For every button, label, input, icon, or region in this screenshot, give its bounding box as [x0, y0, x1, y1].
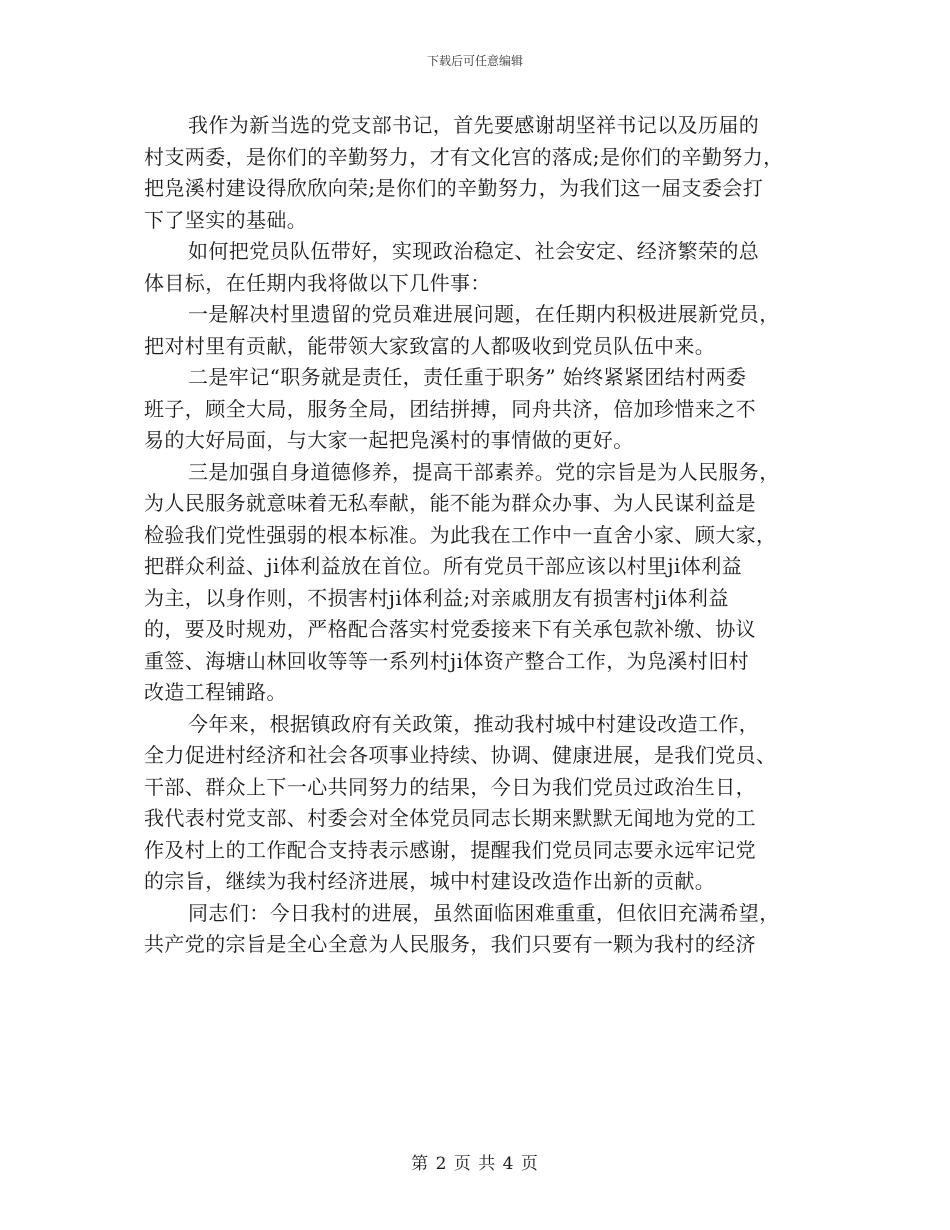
- text-line: 我代表村党支部、村委会对全体党员同志长期来默默无闻地为党的工: [144, 806, 756, 830]
- header-note: 下载后可任意编辑: [426, 54, 523, 68]
- paragraph: [144, 709, 820, 898]
- document-body: [144, 110, 820, 961]
- text-line: 为主，以身作则，不损害村ji体利益;对亲戚朋友有损害村ji体利益: [144, 585, 729, 610]
- paragraph: [144, 457, 820, 709]
- text-line: 为人民服务就意味着无私奉献，能不能为群众办事、为人民谋利益是: [144, 491, 756, 515]
- text-line: 同志们：今日我村的进展，虽然面临困难重重，但依旧充满希望，: [188, 900, 780, 925]
- text-line: 如何把党员队伍带好，实现政治稳定、社会安定、经济繁荣的总: [188, 239, 760, 263]
- text-line: 干部、群众上下一心共同努力的结果，今日为我们党员过政治生日，: [144, 774, 756, 799]
- text-line: 一是解决村里遗留的党员难进展问题，在任期内积极进展新党员，: [188, 302, 780, 326]
- text-line: 易的大好局面，与大家一起把凫溪村的事情做的更好。: [144, 428, 634, 452]
- text-line: 把凫溪村建设得欣欣向荣;是你们的辛勤努力，为我们这一届支委会打: [144, 176, 764, 200]
- text-line: 共产党的宗旨是全心全意为人民服务，我们只要有一颗为我村的经济: [144, 932, 756, 956]
- text-line: 班子，顾全大局，服务全局，团结拼搏，同舟共济，倍加珍惜来之不: [144, 396, 756, 421]
- text-line: 改造工程铺路。: [144, 680, 287, 704]
- text-line: 村支两委，是你们的辛勤努力，才有文化宫的落成;是你们的辛勤努力，: [144, 144, 784, 169]
- text-line: 下了坚实的基础。: [144, 207, 308, 232]
- text-line: 把群众利益、ji体利益放在首位。所有党员干部应该以村里ji体利益: [144, 554, 742, 578]
- text-line: 的，要及时规劝，严格配合落实村党委接来下有关承包款补缴、协议: [144, 617, 756, 641]
- text-line: 重签、海塘山林回收等等一系列村ji体资产整合工作，为凫溪村旧村: [144, 648, 749, 673]
- paragraph: [144, 236, 820, 299]
- text-line: 我作为新当选的党支部书记，首先要感谢胡坚祥书记以及历届的: [188, 113, 760, 137]
- text-line: 今年来，根据镇政府有关政策，推动我村城中村建设改造工作，: [188, 711, 760, 736]
- text-line: 的宗旨，继续为我村经济进展，城中村建设改造作出新的贡献。: [144, 869, 716, 893]
- page-number-footer: 第 2 页 共 4 页: [411, 1154, 539, 1174]
- text-line: 把对村里有贡献，能带领大家致富的人都吸收到党员队伍中来。: [144, 333, 716, 358]
- text-line: 体目标，在任期内我将做以下几件事：: [144, 270, 491, 295]
- text-line: 三是加强自身道德修养，提高干部素养。党的宗旨是为人民服务，: [188, 459, 780, 484]
- text-line: 二是牢记“职务就是责任，责任重于职务” 始终紧紧团结村两委: [188, 365, 747, 389]
- text-line: 全力促进村经济和社会各项事业持续、协调、健康进展，是我们党员、: [144, 743, 777, 767]
- paragraph: [144, 362, 820, 457]
- text-line: 检验我们党性强弱的根本标准。为此我在工作中一直舍小家、顾大家，: [144, 522, 777, 547]
- paragraph: [144, 299, 820, 362]
- paragraph: [144, 110, 820, 236]
- paragraph: [144, 898, 820, 961]
- text-line: 作及村上的工作配合支持表示感谢，提醒我们党员同志要永远牢记党: [144, 837, 756, 862]
